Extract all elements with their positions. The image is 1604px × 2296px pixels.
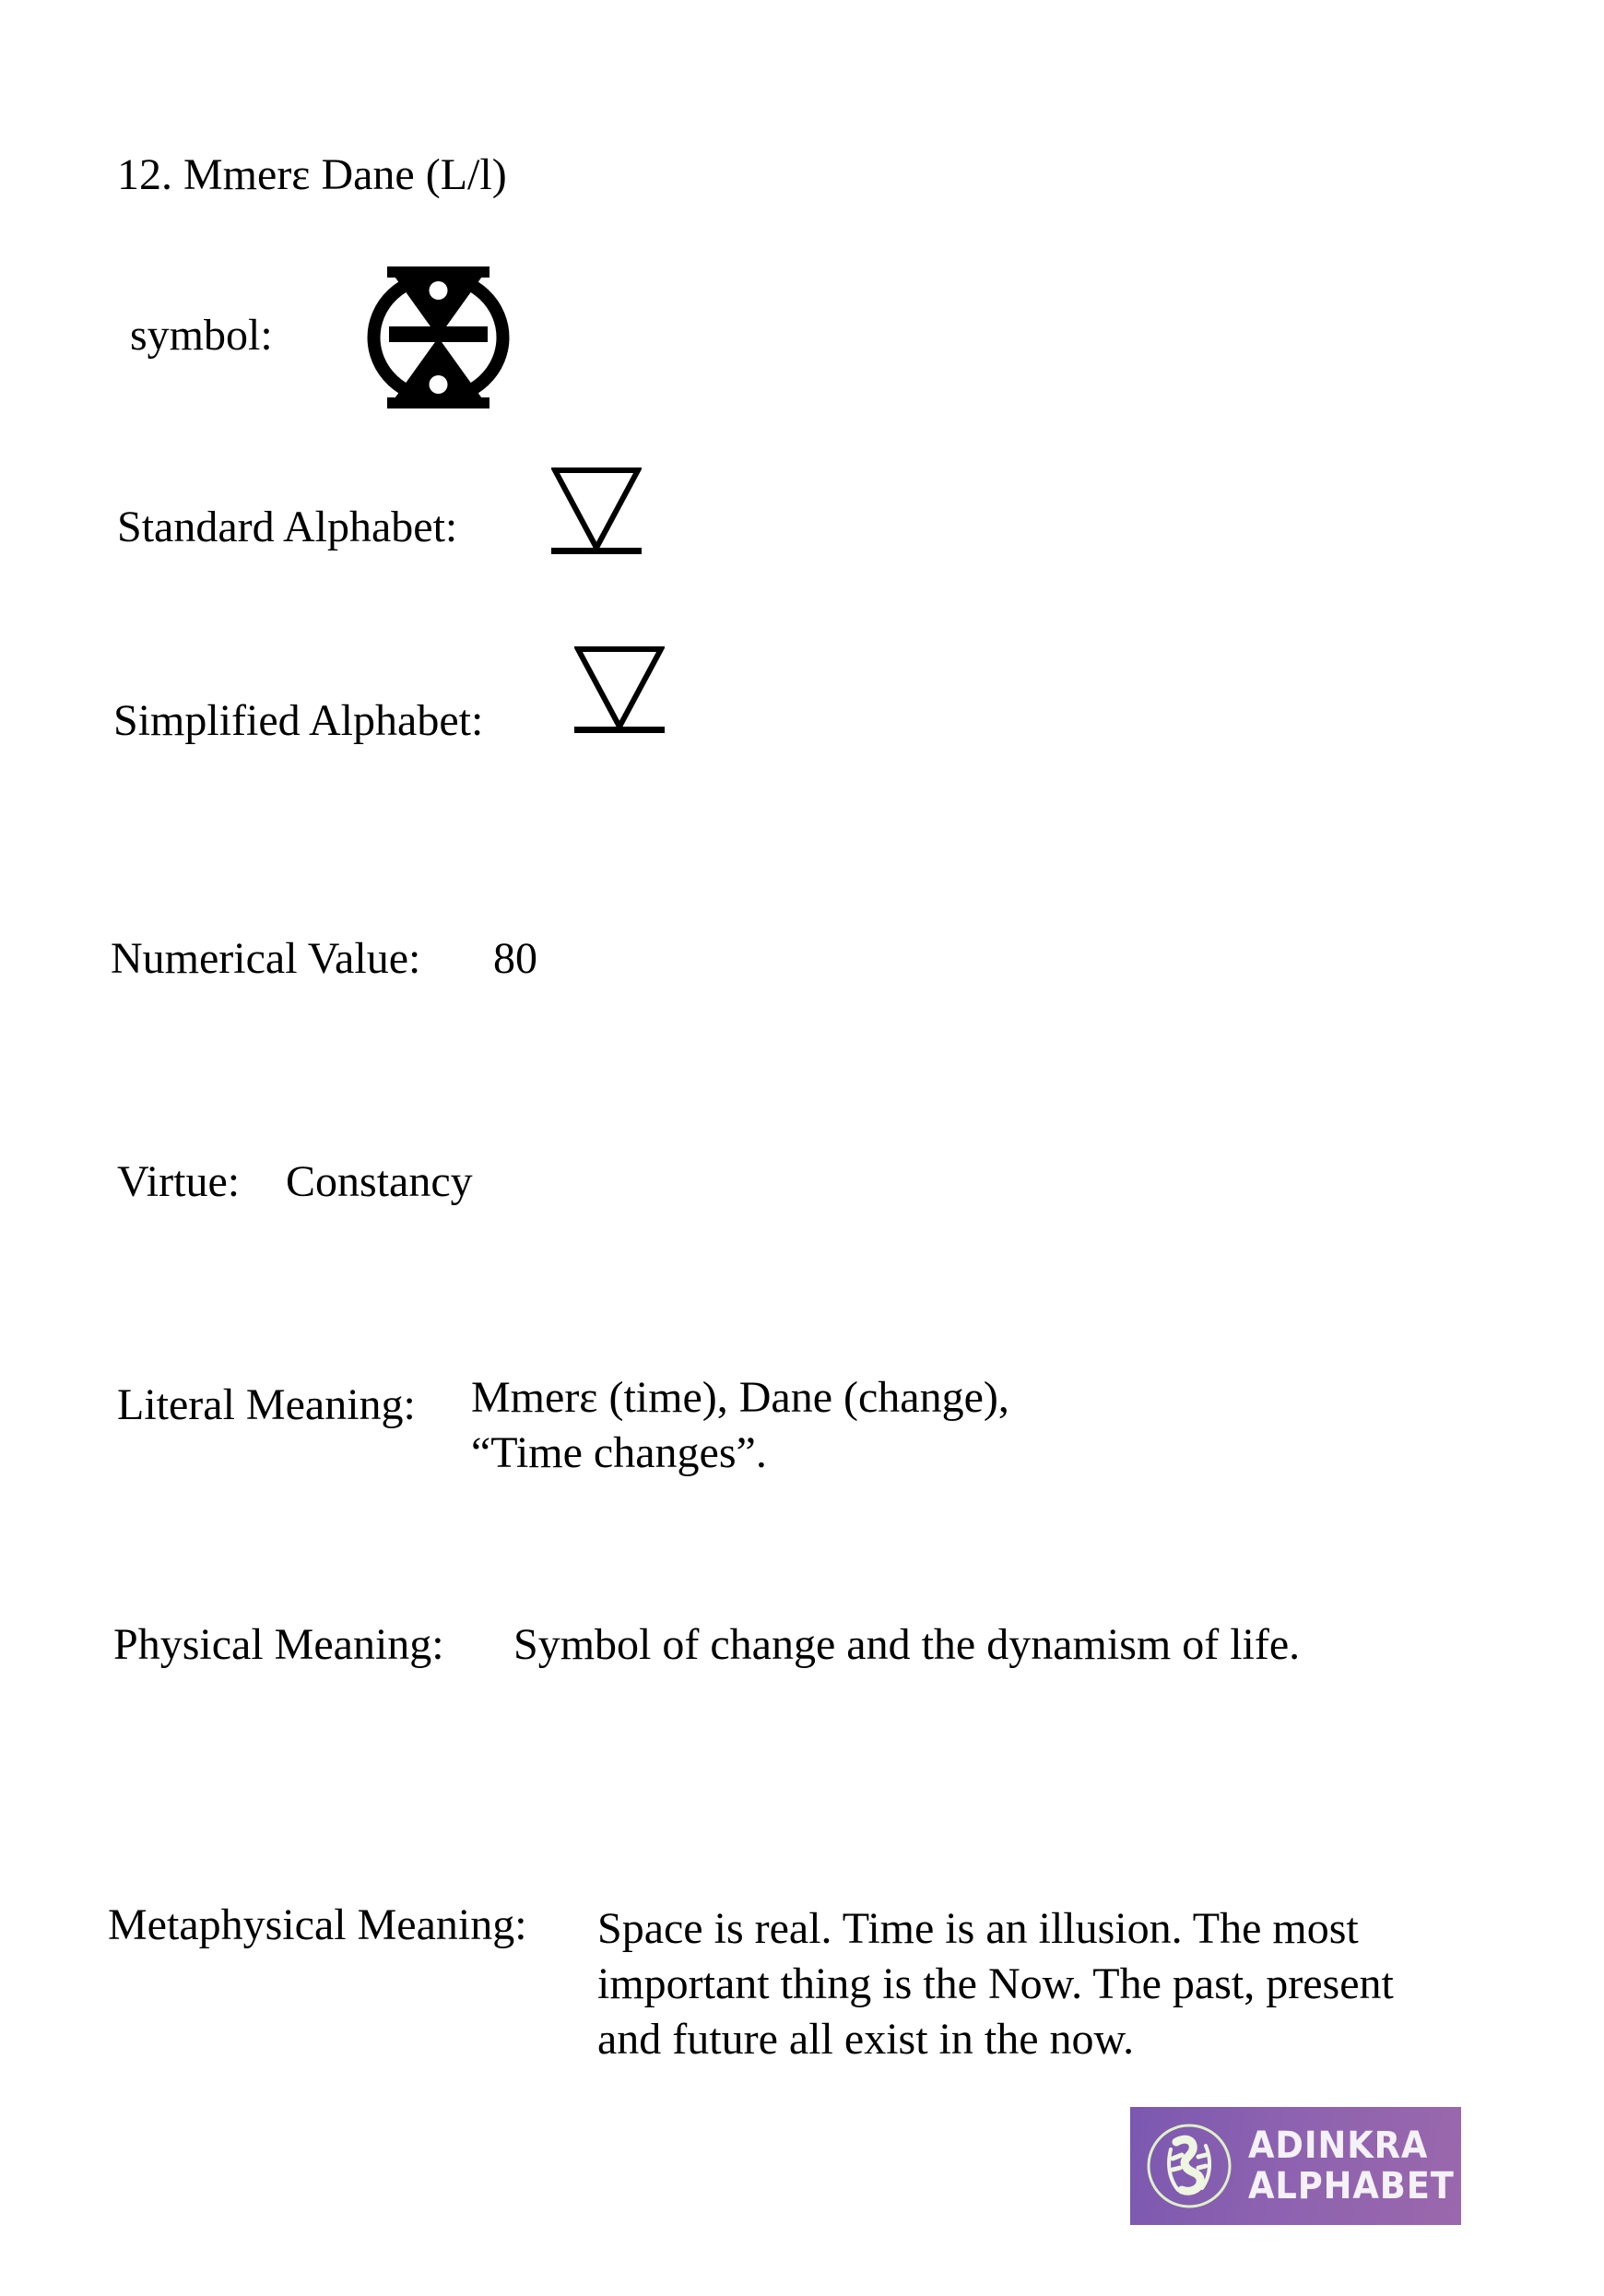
logo-line-2: ALPHABET bbox=[1248, 2165, 1455, 2207]
metaphysical-meaning-line: important thing is the Now. The past, present bbox=[597, 1959, 1394, 2008]
metaphysical-meaning-line: Space is real. Time is an illusion. The most bbox=[597, 1904, 1359, 1953]
metaphysical-meaning-label: Metaphysical Meaning: bbox=[108, 1900, 527, 1949]
metaphysical-meaning-value bbox=[597, 1901, 1394, 2067]
virtue-value: Constancy bbox=[286, 1157, 473, 1206]
mmere-dane-adinkra-icon bbox=[367, 266, 510, 408]
literal-meaning-label: Literal Meaning: bbox=[117, 1380, 416, 1429]
standard-alphabet-label: Standard Alphabet: bbox=[117, 503, 458, 551]
inverted-triangle-on-bar-icon bbox=[574, 645, 665, 734]
gye-nyame-icon bbox=[1145, 2122, 1233, 2210]
numerical-value: 80 bbox=[493, 934, 537, 983]
literal-meaning-line: Mmerɛ (time), Dane (change), bbox=[471, 1373, 1009, 1422]
page-title: 12. Mmerɛ Dane (L/l) bbox=[117, 150, 507, 199]
adinkra-alphabet-logo bbox=[1130, 2107, 1461, 2225]
numerical-value-label: Numerical Value: bbox=[111, 934, 421, 983]
logo-text bbox=[1248, 2125, 1455, 2207]
literal-meaning-line: “Time changes”. bbox=[471, 1428, 767, 1477]
metaphysical-meaning-line: and future all exist in the now. bbox=[597, 2015, 1135, 2064]
logo-line-1: ADINKRA bbox=[1248, 2124, 1429, 2167]
virtue-label: Virtue: bbox=[117, 1157, 241, 1206]
symbol-label: symbol: bbox=[130, 311, 273, 360]
literal-meaning-value bbox=[471, 1370, 1009, 1481]
physical-meaning-label: Physical Meaning: bbox=[113, 1620, 444, 1669]
inverted-triangle-on-bar-icon bbox=[551, 467, 642, 555]
physical-meaning-value: Symbol of change and the dynamism of life. bbox=[513, 1620, 1301, 1669]
simplified-alphabet-label: Simplified Alphabet: bbox=[113, 696, 484, 745]
